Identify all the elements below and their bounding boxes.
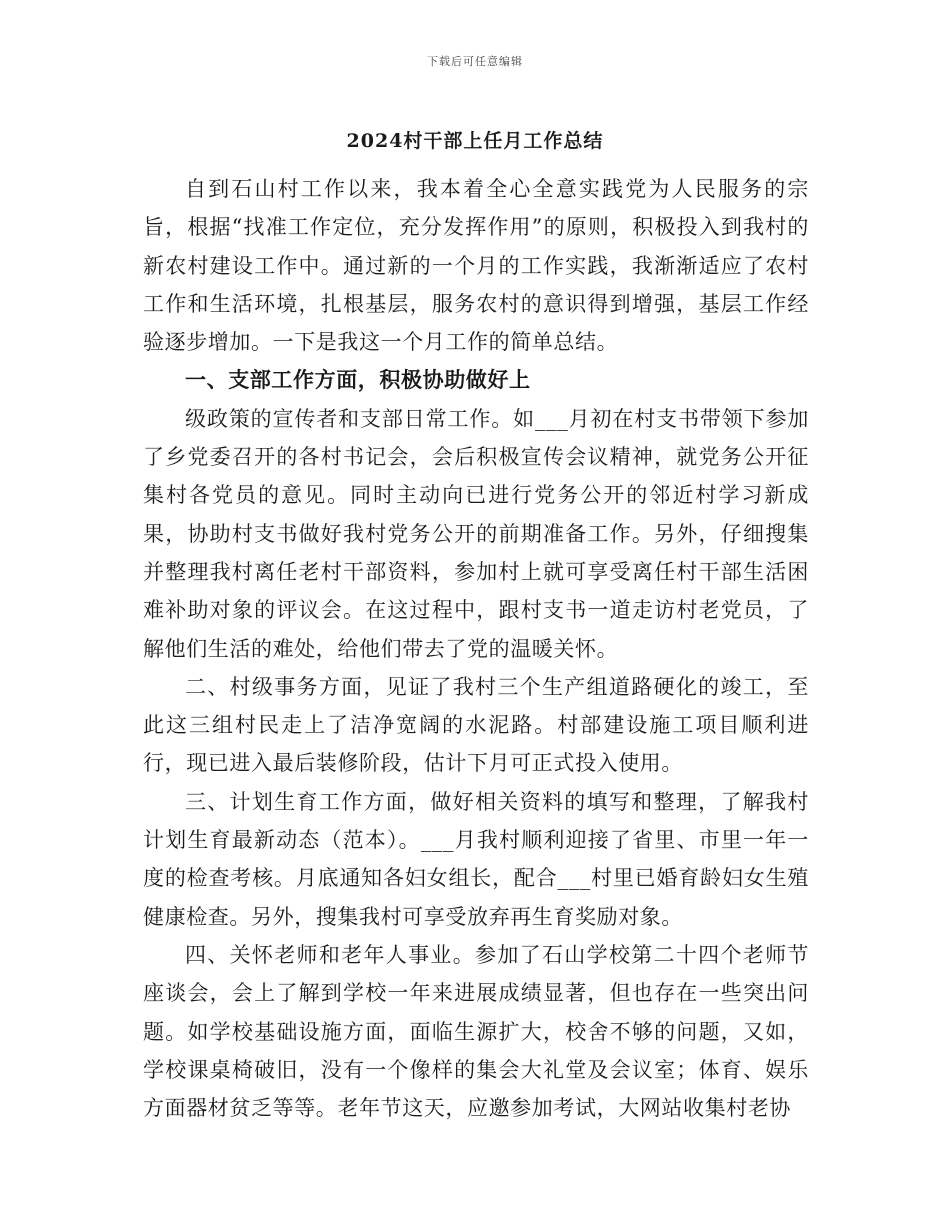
- paragraph-family-planning: 三、计划生育工作方面，做好相关资料的填写和整理，了解我村计划生育最新动态（范本）。___月我村顺利迎接了省里、市里一年一度的检查考核。月底通知各妇女组长，配合___村里已婚育龄妇女生殖健康检查。另外，搜集我村可享受放弃再生育奖励对象。: [143, 789, 809, 929]
- paragraph-teachers-elderly: 四、关怀老师和老年人事业。参加了石山学校第二十四个老师节座谈会，会上了解到学校一年来进展成绩显著，但也存在一些突出问题。如学校基础设施方面，面临生源扩大，校舍不够的问题，又如，学校课桌椅破旧，没有一个像样的集会大礼堂及会议室；体育、娱乐方面器材贫乏等等。老年节这天，应邀参加考试，大网站收集村老协: [143, 942, 809, 1121]
- paragraph-branch-work: 级政策的宣传者和支部日常工作。如___月初在村支书带领下参加了乡党委召开的各村书记会，会后积极宣传会议精神，就党务公开征集村各党员的意见。同时主动向已进行党务公开的邻近村学习新成果，协助村支书做好我村党务公开的前期准备工作。另外，仔细搜集并整理我村离任老村干部资料，参加村上就可享受离任村干部生活困难补助对象的评议会。在这过程中，跟村支书一道走访村老党员，了解他们生活的难处，给他们带去了党的温暖关怀。: [143, 406, 809, 661]
- document-title: 2024村干部上任月工作总结: [346, 130, 604, 152]
- document-body: [143, 170, 809, 1127]
- header-note: 下载后可任意编辑: [427, 55, 523, 68]
- section-heading-branch-work: 一、支部工作方面，积极协助做好上: [185, 367, 531, 393]
- paragraph-village-affairs: 二、村级事务方面，见证了我村三个生产组道路硬化的竣工，至此这三组村民走上了洁净宽阔的水泥路。村部建设施工项目顺利进行，现已进入最后装修阶段，估计下月可正式投入使用。: [143, 674, 809, 776]
- paragraph-intro: 自到石山村工作以来，我本着全心全意实践党为人民服务的宗旨，根据“找准工作定位，充分发挥作用”的原则，积极投入到我村的新农村建设工作中。通过新的一个月的工作实践，我渐渐适应了农村工作和生活环境，扎根基层，服务农村的意识得到增强，基层工作经验逐步增加。一下是我这一个月工作的简单总结。: [143, 177, 809, 355]
